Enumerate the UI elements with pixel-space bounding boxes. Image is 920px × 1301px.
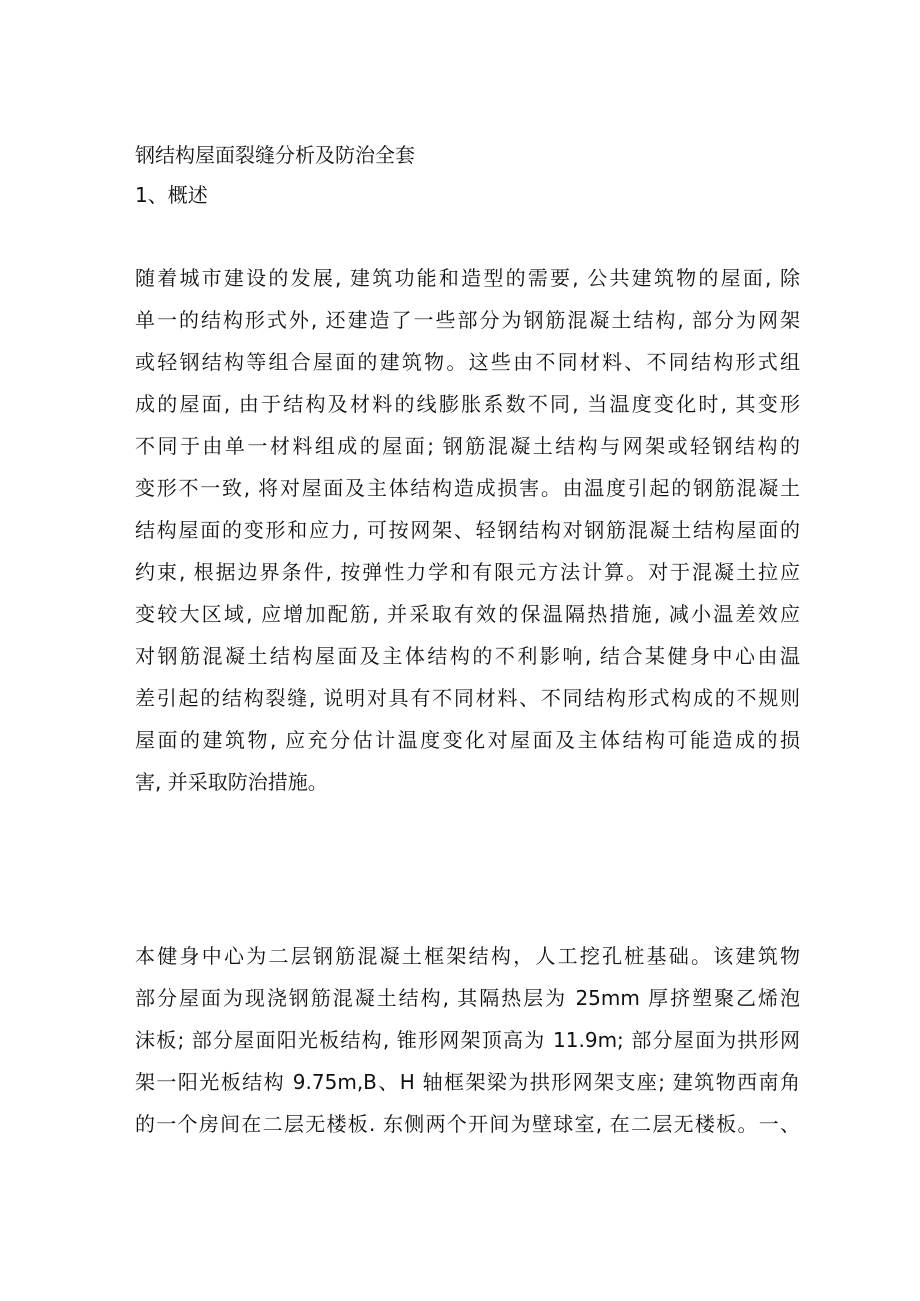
paragraph-line: 不同于由单一材料组成的屋面; 钢筋混凝土结构与网架或轻钢结构的 [135,434,800,458]
paragraph-line: 差引起的结构裂缝, 说明对具有不同材料、不同结构形式构成的不规则 [135,686,800,710]
body-paragraph [135,257,800,803]
paragraph-line: 架一阳光板结构 9.75m,B、H 轴框架梁为拱形网架支座; 建筑物西南角 [135,1070,800,1094]
paragraph-line: 害, 并采取防治措施。 [135,770,328,794]
paragraph-line: 部分屋面为现浇钢筋混凝土结构, 其隔热层为 25mm 厚挤塑聚乙烯泡 [135,986,800,1010]
body-paragraph [135,935,800,1145]
paragraph-line: 变较大区域, 应增加配筋, 并采取有效的保温隔热措施, 减小温差效应 [135,602,800,626]
document-title: 钢结构屋面裂缝分析及防治全套 [135,143,415,167]
paragraph-line: 或轻钢结构等组合屋面的建筑物。这些由不同材料、不同结构形式组 [135,350,800,374]
paragraph-line: 约束, 根据边界条件, 按弹性力学和有限元方法计算。对于混凝土拉应 [135,560,800,584]
paragraph-line: 成的屋面, 由于结构及材料的线膨胀系数不同, 当温度变化时, 其变形 [135,392,800,416]
paragraph-line: 对钢筋混凝土结构屋面及主体结构的不利影响, 结合某健身中心由温 [135,644,800,668]
paragraph-line: 沫板; 部分屋面阳光板结构, 锥形网架顶高为 11.9m; 部分屋面为拱形网 [135,1028,800,1052]
paragraph-line: 随着城市建设的发展, 建筑功能和造型的需要, 公共建筑物的屋面, 除 [135,266,800,290]
section-heading: 1、概述 [135,183,208,207]
paragraph-line: 结构屋面的变形和应力, 可按网架、轻钢结构对钢筋混凝土结构屋面的 [135,518,800,542]
paragraph-line: 变形不一致, 将对屋面及主体结构造成损害。由温度引起的钢筋混凝土 [135,476,800,500]
paragraph-line: 单一的结构形式外, 还建造了一些部分为钢筋混凝土结构, 部分为网架 [135,308,800,332]
paragraph-line: 的一个房间在二层无楼板. 东侧两个开间为壁球室, 在二层无楼板。一、 [135,1112,800,1136]
paragraph-line: 屋面的建筑物, 应充分估计温度变化对屋面及主体结构可能造成的损 [135,728,800,752]
paragraph-line: 本健身中心为二层钢筋混凝土框架结构，人工挖孔桩基础。该建筑物 [135,944,800,968]
